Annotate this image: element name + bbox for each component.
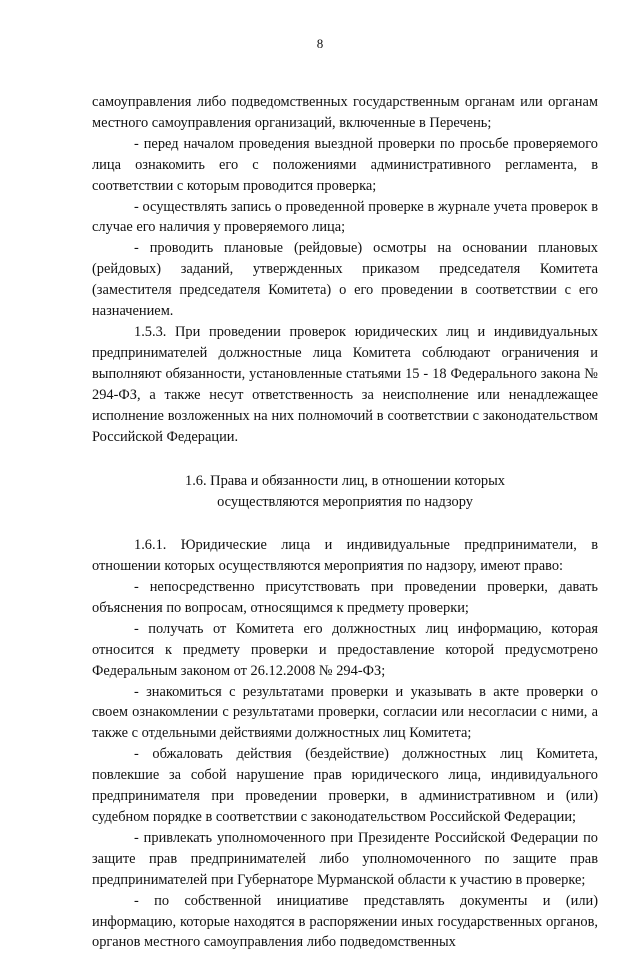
document-body: [92, 92, 598, 953]
paragraph: - перед началом проведения выездной проверки по просьбе проверяемого лица ознакомить его с положениями административного регламента, в соответствии с которым проводится проверка;: [92, 135, 598, 194]
paragraph: 1.5.3. При проведении проверок юридических лиц и индивидуальных предпринимателей должностные лица Комитета соблюдают ограничения и выполняют обязанности, установленные статьями 15 - 18 Федерального закона № 294-ФЗ, а также несут ответственность за неисполнение или ненадлежащее исполнение возложенных на них полномочий в соответствии с законодательством Российской Федерации.: [92, 323, 598, 445]
paragraph: - осуществлять запись о проведенной проверке в журнале учета проверок в случае его наличия у проверяемого лица;: [92, 198, 598, 236]
paragraph: - непосредственно присутствовать при проведении проверки, давать объяснения по вопросам, относящимся к предмету проверки;: [92, 579, 598, 616]
paragraph: 1.6.1. Юридические лица и индивидуальные предприниматели, в отношении которых осуществляются мероприятия по надзору, имеют право:: [92, 537, 598, 575]
paragraph: - проводить плановые (рейдовые) осмотры на основании плановых (рейдовых) заданий, утвержденных приказом председателя Комитета (заместителя председателя Комитета) о его проведении в соответствии с его назначением.: [92, 240, 598, 320]
paragraph: самоуправления либо подведомственных государственным органам или органам местного самоуправления организаций, включенные в Перечень;: [92, 94, 598, 131]
paragraph: - знакомиться с результатами проверки и указывать в акте проверки о своем ознакомлении с результатами проверки, согласии или несогласии с ними, а также с отдельными действиями должностных лиц Комитета;: [92, 683, 598, 742]
paragraph: - по собственной инициативе представлять документы и (или) информацию, которые находятся в распоряжении иных государственных органов, органов местного самоуправления либо подведомственных: [92, 892, 598, 951]
paragraph: - привлекать уполномоченного при Президенте Российской Федерации по защите прав предпринимателей либо уполномоченного по защите прав предпринимателей при Губернаторе Мурманской области к участию в проверке;: [92, 829, 598, 888]
section-heading-line: осуществляются мероприятия по надзору: [217, 494, 473, 511]
paragraph: - обжаловать действия (бездействие) должностных лиц Комитета, повлекшие за собой нарушение прав юридического лица, индивидуального предпринимателя при проведении проверки, в административном и (или) судебном порядке в соответствии с законодательством Российской Федерации;: [92, 746, 598, 825]
paragraph: - получать от Комитета его должностных лиц информацию, которая относится к предмету проверки и предоставление которой предусмотрено Федеральным законом от 26.12.2008 № 294-ФЗ;: [92, 620, 598, 679]
section-heading-line: 1.6. Права и обязанности лиц, в отношении которых: [185, 473, 505, 490]
section-1-5-text: [92, 92, 598, 447]
section-heading: [92, 471, 598, 513]
page-number: 8: [316, 36, 324, 51]
section-1-6-text: [92, 535, 598, 953]
